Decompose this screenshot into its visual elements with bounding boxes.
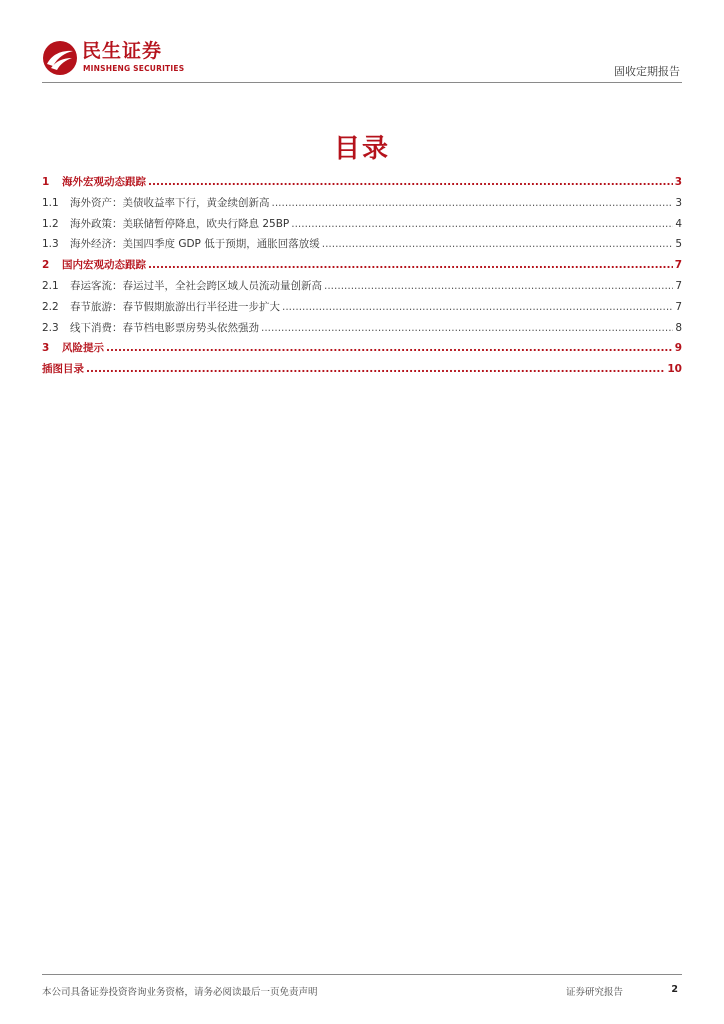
toc-subsection-entry[interactable] <box>42 278 682 299</box>
toc-entry-page: 7 <box>674 259 682 272</box>
page-header <box>42 38 682 80</box>
toc-entry-number: 1 <box>42 176 50 188</box>
toc-subsection-entry[interactable] <box>42 299 682 320</box>
toc-entry-text: 春运客流：春运过半，全社会跨区域人员流动量创新高 <box>70 279 322 292</box>
toc-entry-text: 线下消费：春节档电影票房势头依然强劲 <box>70 321 259 334</box>
toc-entry-text: 春节旅游：春节假期旅游出行半径进一步扩大 <box>70 300 280 313</box>
toc-entry-page: 3 <box>674 176 682 188</box>
toc-leader-dots <box>291 218 673 230</box>
toc-entry-number: 2 <box>42 259 50 272</box>
toc-entry-page: 5 <box>675 238 682 251</box>
toc-entry-number: 2.1 <box>42 279 59 292</box>
table-of-contents <box>42 174 682 382</box>
toc-entry-text: 国内宏观动态跟踪 <box>62 259 146 272</box>
toc-subsection-entry[interactable] <box>42 236 682 257</box>
minsheng-logo-icon <box>42 40 78 76</box>
toc-leader-dots <box>322 238 674 250</box>
toc-entry-page: 7 <box>675 279 682 292</box>
toc-leader-dots <box>324 280 673 292</box>
toc-subsection-entry[interactable] <box>42 320 682 341</box>
toc-leader-dots <box>148 176 673 188</box>
toc-entry-number: 2.3 <box>42 321 59 334</box>
toc-leader-dots <box>106 342 673 354</box>
toc-section-entry[interactable] <box>42 257 682 278</box>
toc-entry-number: 1.1 <box>42 196 59 209</box>
toc-entry-number: 3 <box>42 342 50 355</box>
logo-chinese-name: 民生证券 <box>82 40 163 62</box>
toc-entry-text: 海外宏观动态跟踪 <box>62 176 146 188</box>
company-logo <box>42 38 242 80</box>
toc-entry-number: 2.2 <box>42 300 59 313</box>
toc-section-entry[interactable] <box>42 340 682 361</box>
footer-divider <box>42 974 682 975</box>
page-number: 2 <box>671 984 678 995</box>
toc-entry-text: 海外资产：美债收益率下行，黄金续创新高 <box>70 196 270 209</box>
toc-entry-page: 7 <box>675 300 682 313</box>
toc-entry-page: 9 <box>674 342 682 355</box>
toc-leader-dots <box>148 259 673 271</box>
toc-entry-number: 1.2 <box>42 217 59 230</box>
toc-entry-page: 10 <box>667 363 682 376</box>
toc-entry-page: 4 <box>675 217 682 230</box>
footer-disclaimer: 本公司具备证券投资咨询业务资格，请务必阅读最后一页免责声明 <box>42 987 318 998</box>
footer-report-label: 证券研究报告 <box>566 987 624 998</box>
toc-leader-dots <box>282 301 673 313</box>
toc-leader-dots <box>86 363 665 375</box>
report-type-label: 固收定期报告 <box>614 65 680 78</box>
toc-entry-number: 1.3 <box>42 238 59 251</box>
toc-subsection-entry[interactable] <box>42 195 682 216</box>
toc-section-entry[interactable] <box>42 174 682 195</box>
toc-subsection-entry[interactable] <box>42 216 682 237</box>
toc-section-entry[interactable] <box>42 361 682 382</box>
toc-title: 目录 <box>333 134 390 164</box>
toc-entry-text: 风险提示 <box>62 342 104 355</box>
toc-entry-page: 3 <box>675 196 682 209</box>
toc-entry-page: 8 <box>675 321 682 334</box>
logo-english-name: MINSHENG SECURITIES <box>83 64 185 73</box>
toc-leader-dots <box>261 322 673 334</box>
header-divider <box>42 82 682 83</box>
toc-leader-dots <box>272 197 674 209</box>
toc-entry-text: 海外政策：美联储暂停降息，欧央行降息 25BP <box>70 217 290 230</box>
toc-entry-text: 插图目录 <box>42 363 84 376</box>
toc-entry-text: 海外经济：美国四季度 GDP 低于预期，通胀回落放缓 <box>70 238 320 251</box>
